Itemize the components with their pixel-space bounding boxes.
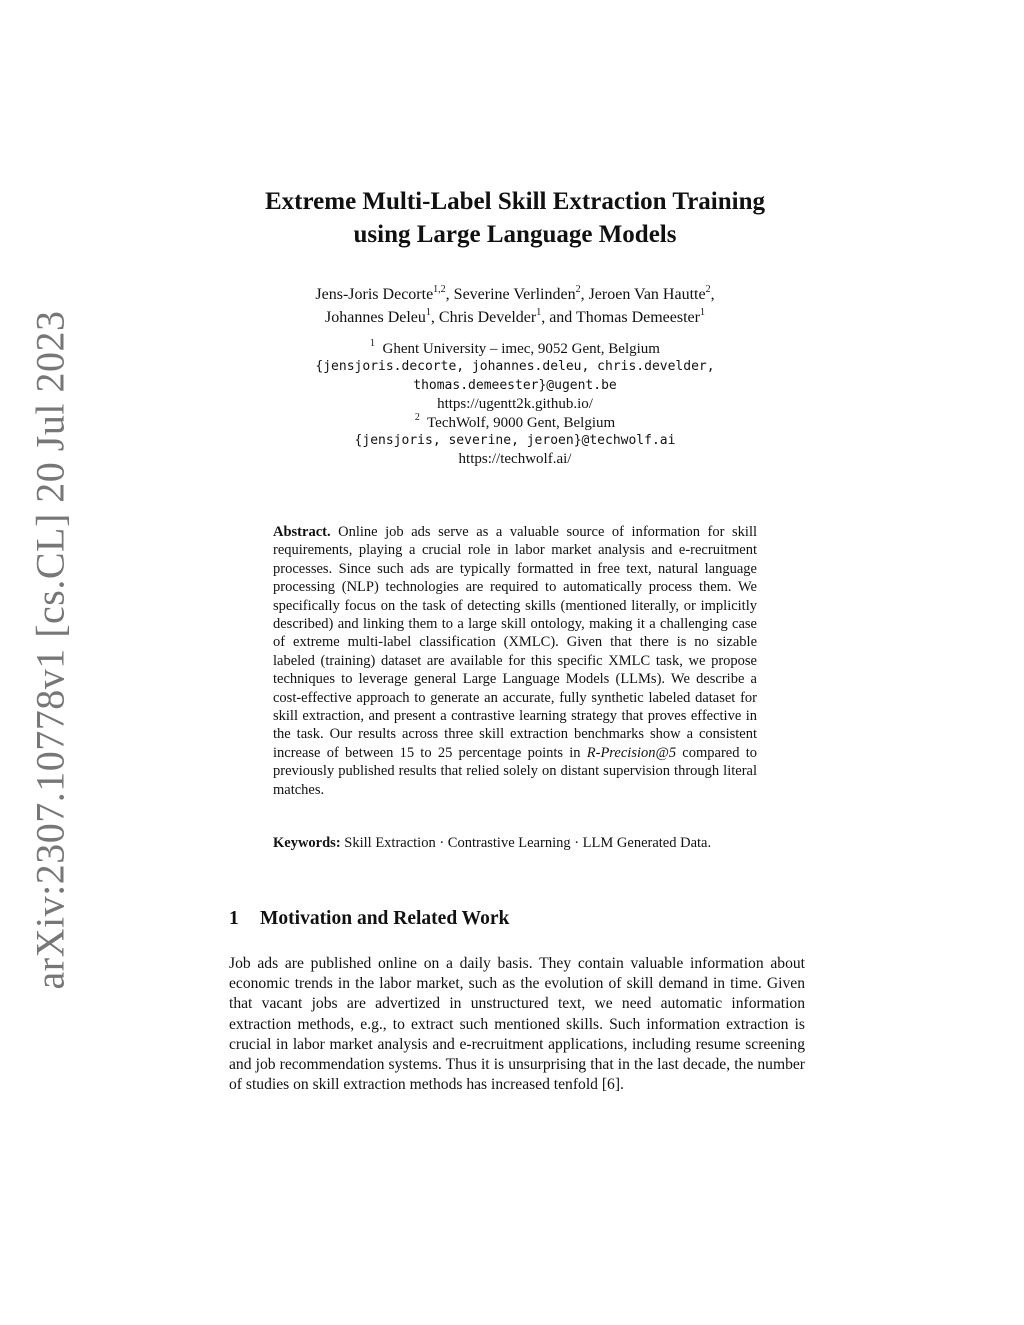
affil-1-email-line-1[interactable]: {jensjoris.decorte, johannes.deleu, chris.develder, — [315, 359, 715, 375]
arxiv-identifier: arXiv:2307.10778v1 [cs.CL] 20 Jul 2023 — [27, 310, 73, 990]
title-line-1: Extreme Multi-Label Skill Extraction Training — [265, 188, 765, 215]
author-affil-mark: 1 — [536, 307, 542, 318]
author-name: Jens-Joris Decorte — [315, 286, 434, 303]
author-line-1 — [200, 283, 830, 306]
affil-mark: 2 — [414, 411, 420, 423]
author-name: , Severine Verlinden — [445, 286, 576, 303]
affil-name: Ghent University – imec, 9052 Gent, Belgium — [382, 341, 660, 357]
author-affil-mark: 2 — [575, 284, 581, 295]
author-affil-mark: 1 — [425, 307, 431, 318]
author-name: , Chris Develder — [430, 309, 537, 326]
affil-2-url[interactable]: https://techwolf.ai/ — [458, 451, 572, 468]
section-heading — [229, 908, 509, 930]
author-separator: , — [710, 286, 715, 303]
abstract — [273, 523, 757, 799]
author-line-2 — [200, 306, 830, 329]
keywords-text: Skill Extraction · Contrastive Learning · LLM Generated Data. — [340, 835, 712, 851]
keywords — [273, 834, 757, 852]
affiliations — [200, 340, 830, 469]
author-name: Johannes Deleu — [325, 309, 426, 326]
body-paragraph: Job ads are published online on a daily basis. They contain valuable information about economic trends in the labor market, such as the evolution of skill demand in time. Given that vacant jobs are advertized in unstructured text, we need automatic information extraction methods, e.g., to extract such mentioned skills. Such information extraction is crucial in labor market analysis and e-recruitment applications, including resume screening and job recommendation systems. Thus it is unsurprising that in the last decade, the number of studies on skill extraction methods has increased tenfold [6]. — [229, 955, 805, 1094]
abstract-text: Online job ads serve as a valuable source of information for skill requirements, playing a crucial role in labor market analysis and e-recruitment processes. Since such ads are typically formatted in free text, natural language processing (NLP) technologies are required to automatically process them. We specifically focus on the task of detecting skills (mentioned literally, or implicitly described) and linking them to a large skill ontology, making it a challenging case of extreme multi-label classification (XMLC). Given that there is no sizable labeled (training) dataset are available for this specific XMLC task, we propose techniques to leverage general Large Language Models (LLMs). We describe a cost-effective approach to generate an accurate, fully synthetic labeled dataset for skill extraction, and present a contrastive learning strategy that proves effective in the task. Our results across three skill extraction benchmarks show a consistent increase of between 15 to 25 percentage points in — [273, 524, 757, 761]
author-affil-mark: 1,2 — [433, 284, 446, 295]
title-line-2: using Large Language Models — [353, 221, 677, 248]
abstract-metric: R-Precision@5 — [586, 744, 677, 761]
author-name: , and Thomas Demeester — [541, 309, 700, 326]
affiliation-1 — [200, 340, 830, 358]
section-number: 1 — [229, 908, 239, 929]
affil-name: TechWolf, 9000 Gent, Belgium — [427, 414, 616, 431]
author-affil-mark: 2 — [705, 284, 711, 295]
abstract-label: Abstract. — [273, 524, 331, 540]
affil-1-url[interactable]: https://ugentt2k.github.io/ — [437, 396, 593, 413]
author-affil-mark: 1 — [699, 307, 705, 318]
paper-title — [200, 185, 830, 251]
author-list — [200, 283, 830, 329]
affil-mark: 1 — [370, 338, 376, 349]
abstract-text-end: compared to previously published results that relied solely on distant supervision through literal matches. — [273, 744, 757, 798]
affil-1-email-line-2[interactable]: thomas.demeester}@ugent.be — [413, 377, 617, 393]
affiliation-2 — [200, 411, 830, 432]
affil-2-email[interactable]: {jensjoris, severine, jeroen}@techwolf.ai — [354, 433, 676, 449]
author-name: , Jeroen Van Hautte — [580, 286, 706, 303]
section-title: Motivation and Related Work — [260, 908, 510, 929]
keywords-label: Keywords: — [273, 835, 341, 851]
